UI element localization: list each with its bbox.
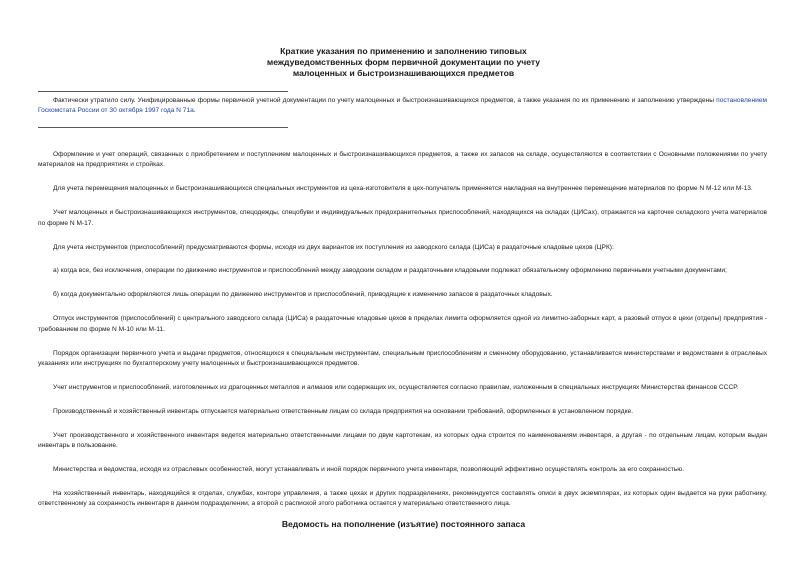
paragraph: Отпуск инструментов (приспособлений) с центрального заводского склада (ЦИСа) в раздаточные кладовые цехов в пределах лимита оформляется одной из лимитно-заборных карт, а разовый отпуск в цехи (отделы) предприятия - требованием по форме N М-10 или М-11. bbox=[38, 315, 767, 333]
paragraph: Оформление и учет операций, связанных с приобретением и поступлением малоценных и быстроизнашивающихся предметов, а также их запасов на складе, осуществляются в соответствии с Основными положениями по учету материалов на предприятиях и стройках. bbox=[38, 151, 767, 169]
title-line-2: междуведомственных форм первичной документации по учету bbox=[266, 57, 541, 67]
paragraph: Порядок организации первичного учета и выдачи предметов, относящихся к специальным инструментам, специальным приспособлениям и сменному оборудованию, устанавливается министерствами и ведомствами в отраслевых указаниях или инструкциях по бухгалтерскому учету малоценных и быстроизнашивающихся предметов. bbox=[38, 349, 767, 367]
paragraph: Учет инструментов и приспособлений, изготовленных из драгоценных металлов и алмазов или содержащих их, осуществляется согласно правилам, изложенным в специальных инструкциях Министерства финансов СССР. bbox=[53, 383, 739, 391]
status-note bbox=[38, 96, 767, 117]
document-title bbox=[0, 46, 807, 79]
paragraph: Для учета инструментов (приспособлений) предусматриваются формы, исходя из двух вариантов их поступления из заводского склада (ЦИСа) в раздаточные кладовые цехов (ЦРК): bbox=[53, 243, 614, 251]
paragraph: б) когда документально оформляются лишь операции по движению инструментов и приспособлений, приводящие к изменению запасов в раздаточных кладовых. bbox=[53, 291, 553, 299]
note-bottom-divider bbox=[38, 127, 288, 128]
title-line-1: Краткие указания по применению и заполнению типовых bbox=[280, 46, 527, 56]
title-line-3: малоценных и быстроизнашивающихся предметов bbox=[292, 68, 515, 78]
status-note-tail: . bbox=[193, 107, 196, 115]
note-top-divider bbox=[38, 91, 288, 92]
resolution-link[interactable]: постановлением Госкомстата России от 30 октября 1997 года N 71а bbox=[38, 97, 767, 115]
paragraph: Учет малоценных и быстроизнашивающихся инструментов, спецодежды, спецобуви и индивидуальных предохранительных приспособлений, находящихся на складах (ЦИСах), отражается на карточке складского учета материалов по форме N М-17. bbox=[38, 209, 767, 227]
section-heading: Ведомость на пополнение (изъятие) постоянного запаса bbox=[281, 519, 526, 529]
paragraph: Производственный и хозяйственный инвентарь отпускается материально ответственным лицам со склада предприятия на основании требований, оформленных в установленном порядке. bbox=[53, 407, 634, 415]
document-body bbox=[38, 150, 767, 523]
paragraph: Для учета перемещения малоценных и быстроизнашивающихся специальных инструментов из цеха-изготовителя в цех-получатель применяется накладная на внутреннее перемещение материалов по форме N М-12 или М-13. bbox=[53, 185, 753, 193]
paragraph: На хозяйственный инвентарь, находящийся в отделах, службах, конторе управления, а также цехах и других подразделениях, рекомендуется составлять описи в двух экземплярах, из которых один выдается на руки работнику, ответственному за сохранность инвентаря в данном подразделении, а второй с распиской этого работника остается у материально ответственного лица. bbox=[38, 489, 767, 508]
paragraph: Министерства и ведомства, исходя из отраслевых особенностей, могут устанавливать и иной порядок первичного учета инвентаря, позволяющий эффективно осуществлять контроль за его сохранностью. bbox=[53, 466, 685, 473]
paragraph: Учет производственного и хозяйственного инвентаря ведется материально ответственными лицами по двум картотекам, из которых одна строится по наименованиям инвентаря, а другая - по отдельным лицам, которым выдан инвентарь в пользование. bbox=[38, 431, 767, 450]
status-note-text: Фактически утратило силу. Унифицированные формы первичной учетной документации по учету малоценных и быстроизнашивающихся предметов, а также указания по их применению и заполнению утверждены bbox=[53, 97, 717, 104]
paragraph: а) когда все, без исключения, операции по движению инструментов и приспособлений между заводским складом и раздаточными кладовыми подлежат обязательному оформлению первичными учетными документами; bbox=[53, 267, 727, 275]
